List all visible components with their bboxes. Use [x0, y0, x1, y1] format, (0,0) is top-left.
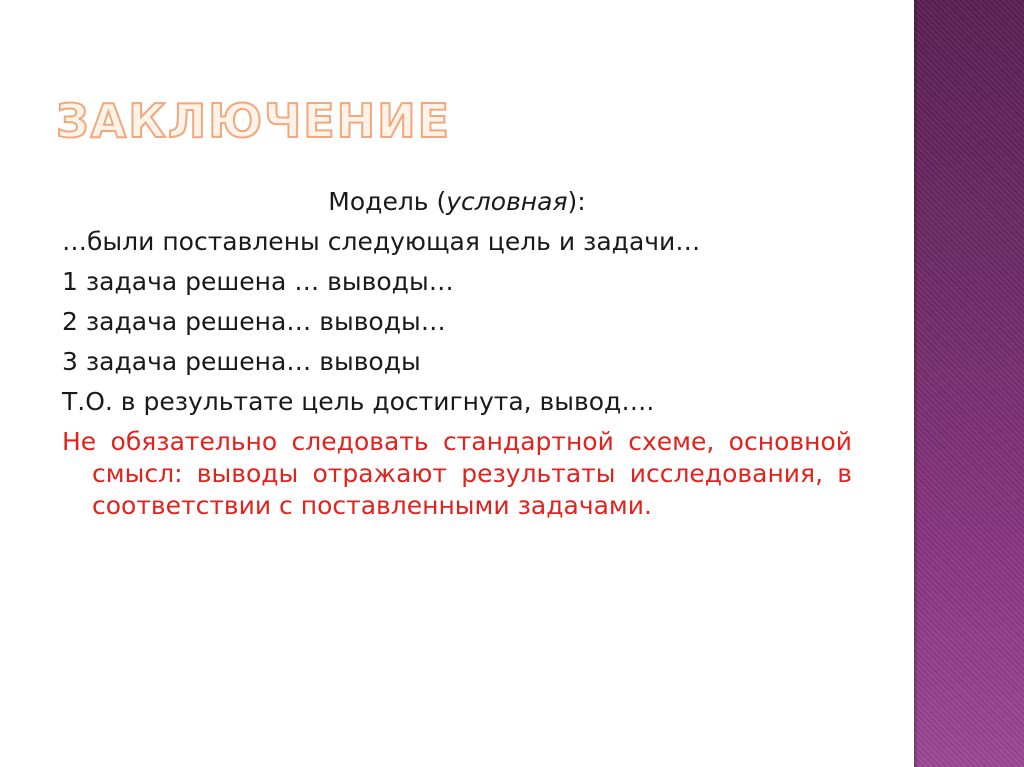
slide-content [62, 186, 852, 530]
model-line [62, 186, 852, 218]
paragraph-task-3: 3 задача решена… выводы [62, 347, 421, 376]
paragraph-task-2: 2 задача решена… выводы… [62, 307, 446, 336]
model-prefix: Модель ( [328, 187, 447, 216]
model-emphasis: условная [446, 187, 568, 216]
decorative-side-bar [914, 0, 1024, 767]
paragraph-note: Не обязательно следовать стандартной схеме, основной смысл: выводы отражают результаты исследования, в соответствии с поставленными задачами. [62, 427, 852, 520]
slide-title: ЗАКЛЮЧЕНИЕ [56, 94, 452, 148]
paragraph-goal: …были поставлены следующая цель и задачи… [62, 227, 701, 256]
paragraph-result: Т.О. в результате цель достигнута, вывод…. [62, 387, 655, 416]
model-suffix: ): [567, 187, 586, 216]
side-bar-edge [914, 0, 918, 767]
paragraph-task-1: 1 задача решена … выводы… [62, 267, 454, 296]
